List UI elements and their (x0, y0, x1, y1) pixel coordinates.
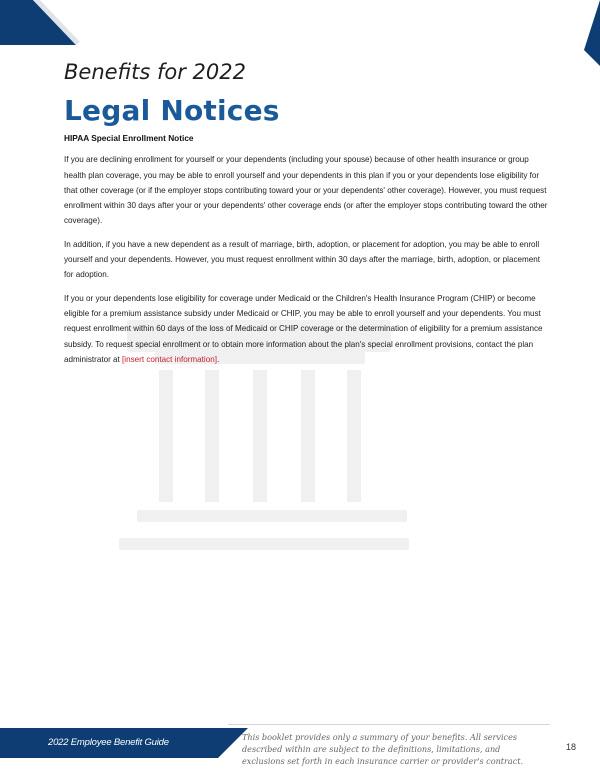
page-title: Legal Notices (64, 94, 280, 127)
footer-divider (228, 724, 550, 725)
guide-kicker: Benefits for 2022 (64, 60, 246, 84)
notice-body (64, 131, 550, 375)
corner-accent-top-right (584, 0, 600, 66)
notice-heading: HIPAA Special Enrollment Notice (64, 133, 194, 143)
contact-info-placeholder: [insert contact information] (122, 354, 217, 364)
paragraph-text: If you or your dependents lose eligibility for coverage under Medicaid or the Children's Health Insurance Program (CHIP) or become eligible for a premium assistance subsidy under Medicaid or CHIP, you may be able to enroll yourself and your dependents. You must request enrollment within 60 days of the loss of Medicaid or CHIP coverage or the determination of eligibility for a premium assistance subsidy. To request special enrollment or to obtain more information about the plan's special enrollment provisions, contact the plan administrator at (64, 293, 543, 364)
footer-disclaimer: This booklet provides only a summary of your benefits. All services described within are subject to the definitions, limitations, and exclusions set forth in each insurance carrier or provider's contract. (242, 732, 524, 766)
page-number: 18 (566, 742, 577, 752)
notice-paragraph-coverage-loss: If you are declining enrollment for yourself or your dependents (including your spouse) because of other health insurance or group health plan coverage, you may be able to enroll yourself and your dependents in this plan if you or your dependents lose eligibility for that other coverage (or if the employer stops contributing toward your or your dependents' other coverage). However, you must request enrollment within 30 days after your or your dependents' other coverage ends (or after the employer stops contributing toward the other coverage). (64, 155, 548, 226)
corner-accent-top-left (0, 0, 80, 45)
notice-paragraph-medicaid-chip (64, 291, 550, 367)
guide-name: 2022 Employee Benefit Guide (48, 737, 169, 748)
notice-paragraph-new-dependent: In addition, if you have a new dependent as a result of marriage, birth, adoption, or placement for adoption, you may be able to enroll yourself and your dependents. However, you must request enrollment within 30 days after the marriage, birth, adoption, or placement for adoption. (64, 239, 540, 280)
paragraph-end: . (216, 354, 220, 364)
